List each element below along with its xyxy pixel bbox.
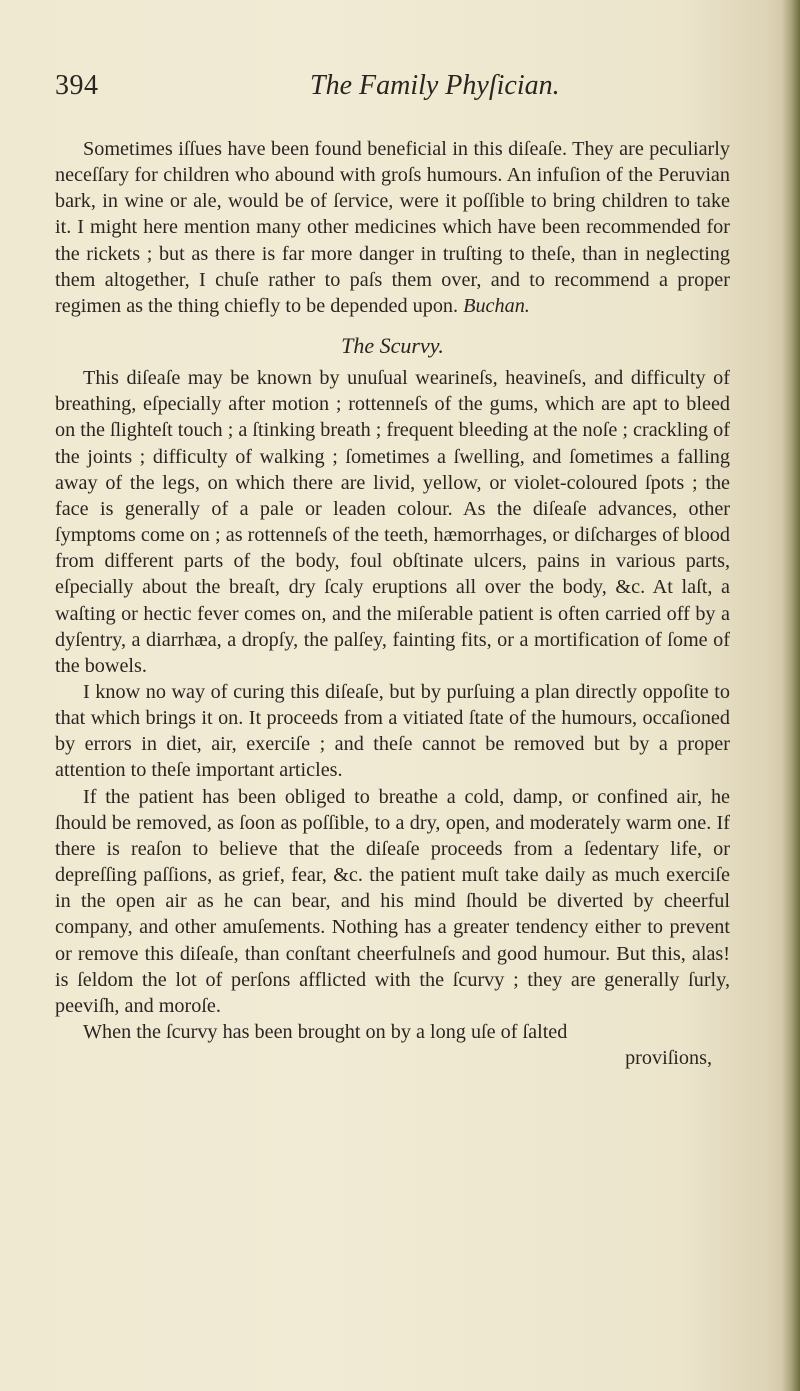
paragraph-scurvy-cure: I know no way of curing this diſeaſe, but by purſuing a plan directly oppoſite to that which brings it on. It proceeds from a vitiated ſtate of the humours, occaſioned by errors in diet, air, exerciſe ; and theſe cannot be removed but by a proper attention to theſe important articles. — [55, 680, 730, 782]
section-heading: The Scurvy. — [341, 333, 444, 359]
page-edge-shadow — [782, 0, 800, 1391]
running-title: The Family Phyſician. — [310, 70, 560, 101]
paragraph-scurvy-air-exercise: If the patient has been obliged to breathe a cold, damp, or confined air, he ſhould be removed, as ſoon as poſſible, to a dry, open, and moderately warm one. If there is reaſon to believe that the diſeaſe proceeds from a ſedentary life, or depreſſing paſſions, as grief, fear, &c. the patient muſt take daily as much exerciſe in the open air as he can bear, and his mind ſhould be diverted by cheerful company, and other amuſements. Nothing has a greater tendency either to prevent or remove this diſeaſe, than conſtant cheerfulneſs and good humour. But this, alas! is ſeldom the lot of perſons afflicted with the ſcurvy ; they are generally ſurly, peeviſh, and moroſe. — [55, 785, 730, 1017]
page-body — [55, 136, 730, 1071]
catchword: proviſions, — [625, 1047, 712, 1070]
page-number: 394 — [55, 70, 99, 101]
paragraph-rickets-remedies — [55, 136, 730, 319]
paragraph-scurvy-salted-provisions: When the ſcurvy has been brought on by a long uſe of ſalted — [83, 1021, 568, 1043]
author-attribution: Buchan. — [463, 294, 530, 317]
paragraph-text: Sometimes iſſues have been found beneficial in this diſeaſe. They are peculiarly neceſſary for children who abound with groſs humours. An infuſion of the Peruvian bark, in wine or ale, would be of ſervice, were it poſſible to bring children to take it. I might here mention many other medicines which have been recommended for the rickets ; but as there is far more danger in truſting to theſe, than in neglecting them altogether, I chuſe rather to paſs them over, and to recommend a proper regimen as the thing chiefly to be depended upon. — [55, 138, 730, 317]
page-header — [55, 70, 715, 110]
paragraph-scurvy-symptoms: This diſeaſe may be known by unuſual wearineſs, heavineſs, and difficulty of breathing, eſpecially after motion ; rottenneſs of the gums, which are apt to bleed on the ſlighteſt touch ; a ſtinking breath ; frequent bleeding at the noſe ; crackling of the joints ; difficulty of walking ; ſometimes a ſwelling, and ſometimes a falling away of the legs, on which there are livid, yellow, or violet-coloured ſpots ; the face is generally of a pale or leaden colour. As the diſeaſe advances, other ſymptoms come on ; as rottenneſs of the teeth, hæmorrhages, or diſcharges of blood from different parts of the body, foul obſtinate ulcers, pains in various parts, eſpecially about the breaſt, dry ſcaly eruptions all over the body, &c. At laſt, a waſting or hectic fever comes on, and the miſerable patient is often carried off by a dyſentry, a diarrhæa, a dropſy, the palſey, fainting fits, or a mortification of ſome of the bowels. — [55, 367, 730, 677]
